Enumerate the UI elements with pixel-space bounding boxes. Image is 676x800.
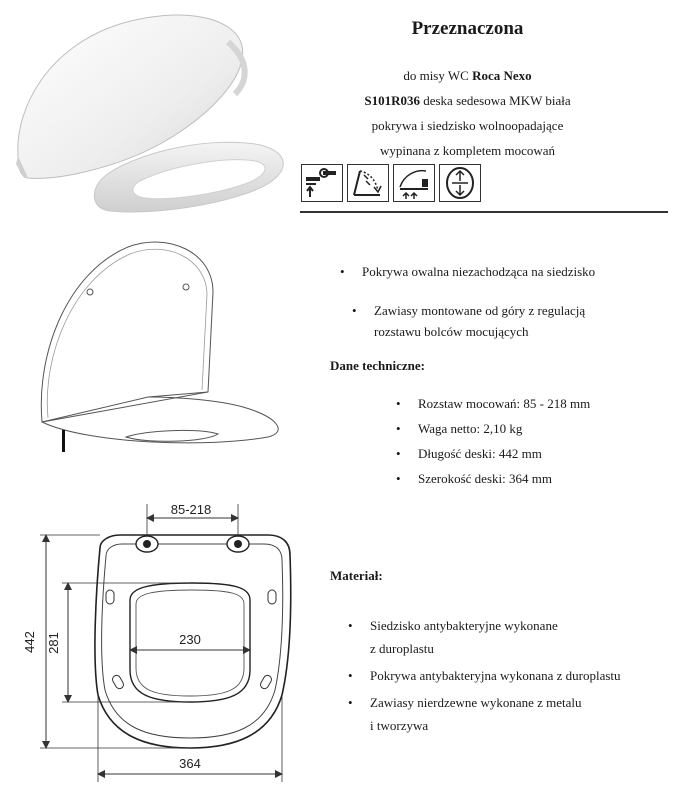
product-intro (300, 63, 635, 163)
brand-model: Roca Nexo (472, 68, 532, 83)
features-list (340, 261, 660, 282)
seat-line-drawing (28, 232, 288, 462)
material-item: • Pokrywa antybakteryjna wykonana z duroplastu (348, 664, 668, 687)
header-divider (300, 211, 668, 213)
wrench-mount-icon (301, 164, 343, 202)
product-code: S101R036 (364, 93, 420, 108)
features-list-2 (352, 300, 662, 342)
hinge-up-icon (393, 164, 435, 202)
tech-heading: Dane techniczne: (330, 358, 425, 373)
quick-release-icon (439, 164, 481, 202)
intro-line-4: wypinana z kompletem mocowań (379, 143, 556, 158)
feature-icons (301, 164, 481, 202)
tech-list (396, 393, 666, 489)
feature-item: • Pokrywa owalna niezachodząca na siedzisko (340, 261, 660, 282)
feature-item: • Zawiasy montowane od góry z regulacją rozstawu bolców mocujących (352, 300, 662, 342)
width-label: 364 (179, 756, 201, 771)
dimension-drawing (0, 490, 300, 790)
inner-length-label: 281 (46, 632, 61, 654)
tech-item: • Waga netto: 2,10 kg (396, 418, 666, 439)
product-photo (10, 6, 300, 216)
tech-item: • Szerokość deski: 364 mm (396, 468, 666, 489)
material-item: • Siedzisko antybakteryjne wykonane z duroplastu (348, 614, 668, 660)
tech-item: • Rozstaw mocowań: 85 - 218 mm (396, 393, 666, 414)
intro-line-2: S101R036 deska sedesowa MKW biała (364, 93, 571, 108)
material-heading: Materiał: (330, 568, 383, 583)
tech-item: • Długość deski: 442 mm (396, 443, 666, 464)
material-item: • Zawiasy nierdzewne wykonane z metalu i tworzywa (348, 691, 668, 737)
material-list (348, 614, 668, 737)
hinge-spacing-label: 85-218 (170, 502, 212, 517)
length-label: 442 (22, 631, 37, 653)
product-title: Przeznaczona (411, 18, 524, 39)
soft-close-icon (347, 164, 389, 202)
intro-line-1: do misy WC Roca Nexo (403, 68, 532, 83)
intro-line-3: pokrywa i siedzisko wolnoopadające (371, 118, 564, 133)
inner-width-label: 230 (179, 632, 201, 647)
